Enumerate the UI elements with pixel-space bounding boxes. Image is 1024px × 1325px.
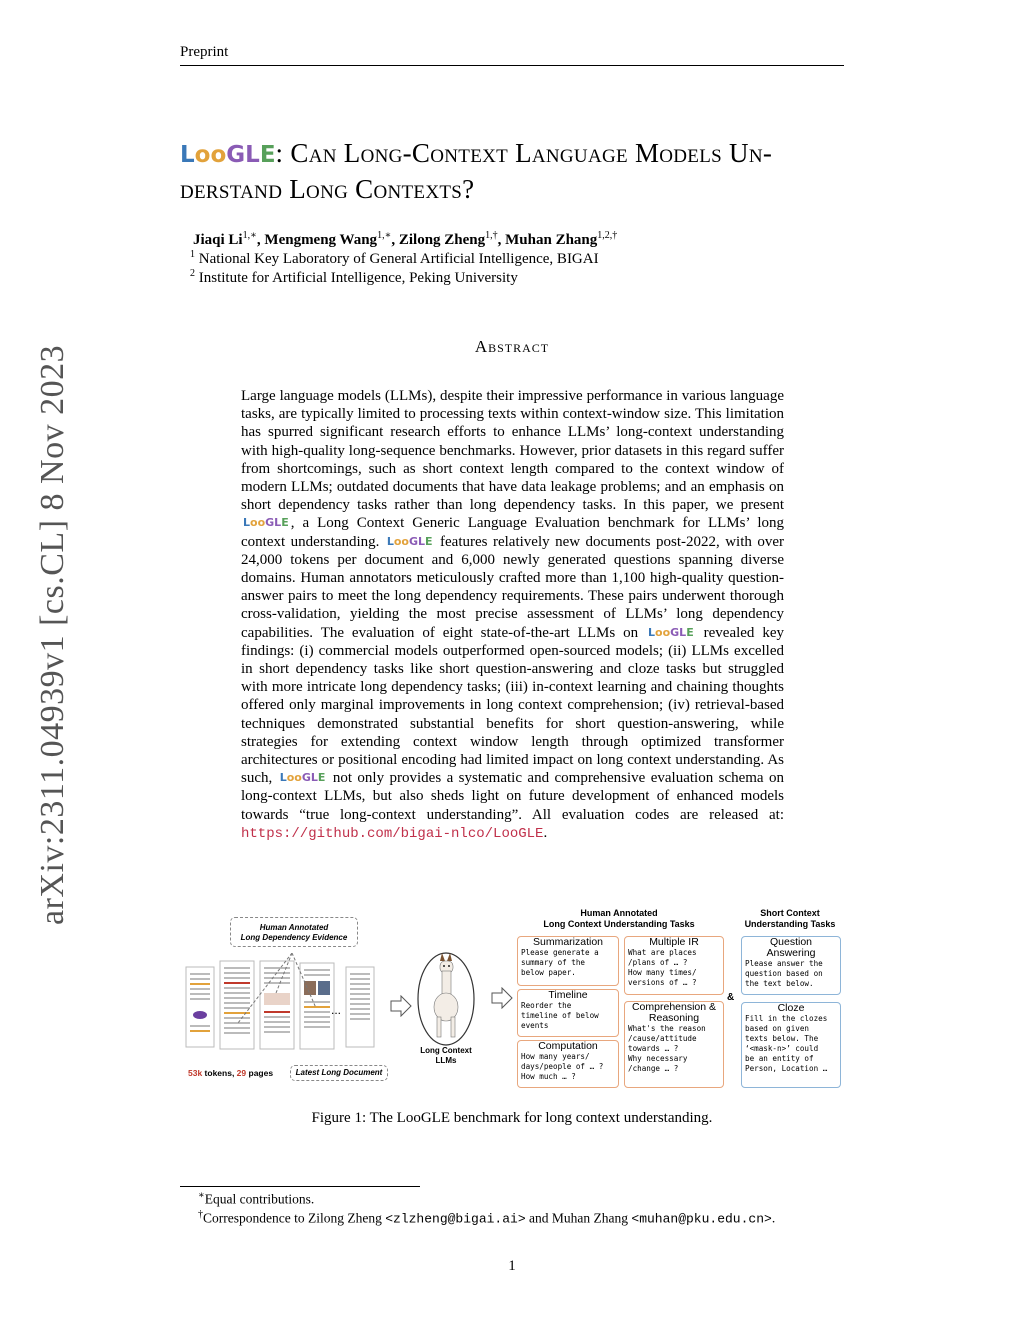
ampersand: & <box>727 992 735 1003</box>
doc-page <box>220 961 254 1049</box>
looglea-logo-inline: LooGLE <box>648 625 694 639</box>
short-tasks-heading: Short Context Understanding Tasks <box>744 908 836 929</box>
figure-1 <box>180 905 844 1090</box>
model-label: Long Context LLMs <box>420 1046 472 1065</box>
arxiv-stamp: arXiv:2311.04939v1 [cs.CL] 8 Nov 2023 <box>34 344 71 925</box>
task-question-answering: Question Answering Please answer the question based on the text below. <box>741 936 841 995</box>
looglea-logo-inline: LooGLE <box>386 534 433 548</box>
doc-page <box>300 963 334 1049</box>
long-tasks-heading: Human Annotated Long Context Understanding Tasks <box>543 908 695 929</box>
affiliation-1: $^1$ National Key Laboratory of General Artificial Intelligence, BIGAI <box>190 249 599 267</box>
github-link[interactable]: https://github.com/bigai-nlco/LooGLE <box>241 825 544 842</box>
email-link[interactable]: <muhan@pku.edu.cn> <box>631 1211 772 1227</box>
task-summarization: Summarization Please generate a summary of the below paper. <box>517 936 619 986</box>
email-link[interactable]: <zlzheng@bigai.ai> <box>385 1211 526 1227</box>
footnote-correspondence: †Correspondence to Zilong Zheng <zlzheng@bigai.ai> and Muhan Zhang <muhan@pku.edu.cn>. <box>198 1209 776 1227</box>
arrow-right-icon <box>491 987 513 1009</box>
author-list: Jiaqi $Li^{1,∗}$, Mengmeng Wang$^{1,∗}$, Zilong Zheng$^{1,\dagger}$, Muhan Zhang$^{1,2,\dagger}$ <box>193 230 618 248</box>
footnote-rule <box>180 1186 420 1187</box>
looglea-logo-inline: LooGLE <box>243 516 289 530</box>
evidence-label: Human Annotated Long Dependency Evidence <box>230 917 358 947</box>
looglea-logo-title: LooGLE <box>180 142 276 168</box>
doc-page <box>346 967 374 1047</box>
ellipsis: ... <box>331 1003 342 1017</box>
arrow-right-icon <box>390 995 412 1017</box>
header-rule <box>180 65 844 66</box>
title-line-2: derstand Long Contexts? <box>180 174 475 204</box>
abstract-body: Large language models (LLMs), despite their impressive performance in various language tasks, are typically limited to processing texts within context-window size. This limitation has spurred significant research efforts to enhance LLMs’ long-context understanding with high-quality long-sequence benchmarks. However, prior datasets in this regard suffer from shortcomings, such as short context length compared to the context window of modern LLMs; outdated documents that have data leakage problems; and an emphasis on short dependency tasks rather than long dependency tasks. In this paper, we present LooGLE , a Long Context Generic Language Evaluation benchmark for LLMs’ long context understanding. LooGLE features relatively new documents post-2022, with over 24,000 tokens per document and 6,000 newly generated questions spanning diverse domains. Human annotators meticulously crafted more than 1,100 high-quality question-answer pairs to meet the long dependency requirements. These pairs underwent thorough cross-validation, yielding the most precise assessment of LLMs’ long dependency capabilities. The evaluation of eight state-of-the-art LLMs on LooGLE revealed key findings: (i) commercial models outperformed open-sourced models; (ii) LLMs excelled in short dependency tasks like short question-answering and cloze tasks but struggled with more intricate long dependency tasks; (iii) in-context learning and chaining thoughts offered only marginal improvements in long context comprehension; (iv) retrieval-based techniques demonstrated substantial benefits for short question-answering, while strategies for extending context window length through optimized transformer architectures or positional encoding had limited impact on long context understanding. As such, LooGLE not only provides a systematic and comprehensive evaluation schema on long-context LLMs, but also sheds light on future development of enhanced models towards “true long-context understanding”. All evaluation codes are released at: https://github.com/bigai-nlco/LooGLE. <box>241 388 785 842</box>
task-multiple-ir: Multiple IR What are places /plans of … ? How many times/ versions of … ? <box>624 936 724 995</box>
latest-document-label: Latest Long Document <box>290 1065 388 1081</box>
paper-title <box>180 136 850 206</box>
task-timeline: Timeline Reorder the timeline of below events <box>517 989 619 1037</box>
llama-icon <box>416 947 476 1047</box>
task-computation: Computation How many years/ days/people of … ? How much … ? <box>517 1040 619 1088</box>
page-number: 1 <box>508 1258 516 1274</box>
footnote-equal-contribution: ∗Equal contributions. <box>198 1190 315 1207</box>
affiliation-2: $^2$ Institute for Artificial Intelligence, Peking University <box>190 268 518 286</box>
title-line-1: : Can Long-Context Language Models Un- <box>275 138 773 168</box>
running-head: Preprint <box>180 44 229 60</box>
task-comprehension-reasoning: Comprehension & Reasoning What's the reason /cause/attitude towards … ? Why necessary /change … ? <box>624 1001 724 1088</box>
looglea-logo-inline: LooGLE <box>279 771 326 785</box>
doc-page <box>186 967 214 1047</box>
figure-caption: Figure 1: The LooGLE benchmark for long context understanding. <box>311 1110 713 1126</box>
token-count: 53k tokens, 29 pages <box>188 1068 274 1078</box>
abstract-heading: Abstract <box>474 337 550 356</box>
task-cloze: Cloze Fill in the clozes based on given texts below. The ‘<mask-n>’ could be an entity of Person, Location … <box>741 1002 841 1088</box>
doc-page <box>260 961 294 1049</box>
document-pages <box>180 953 390 1063</box>
